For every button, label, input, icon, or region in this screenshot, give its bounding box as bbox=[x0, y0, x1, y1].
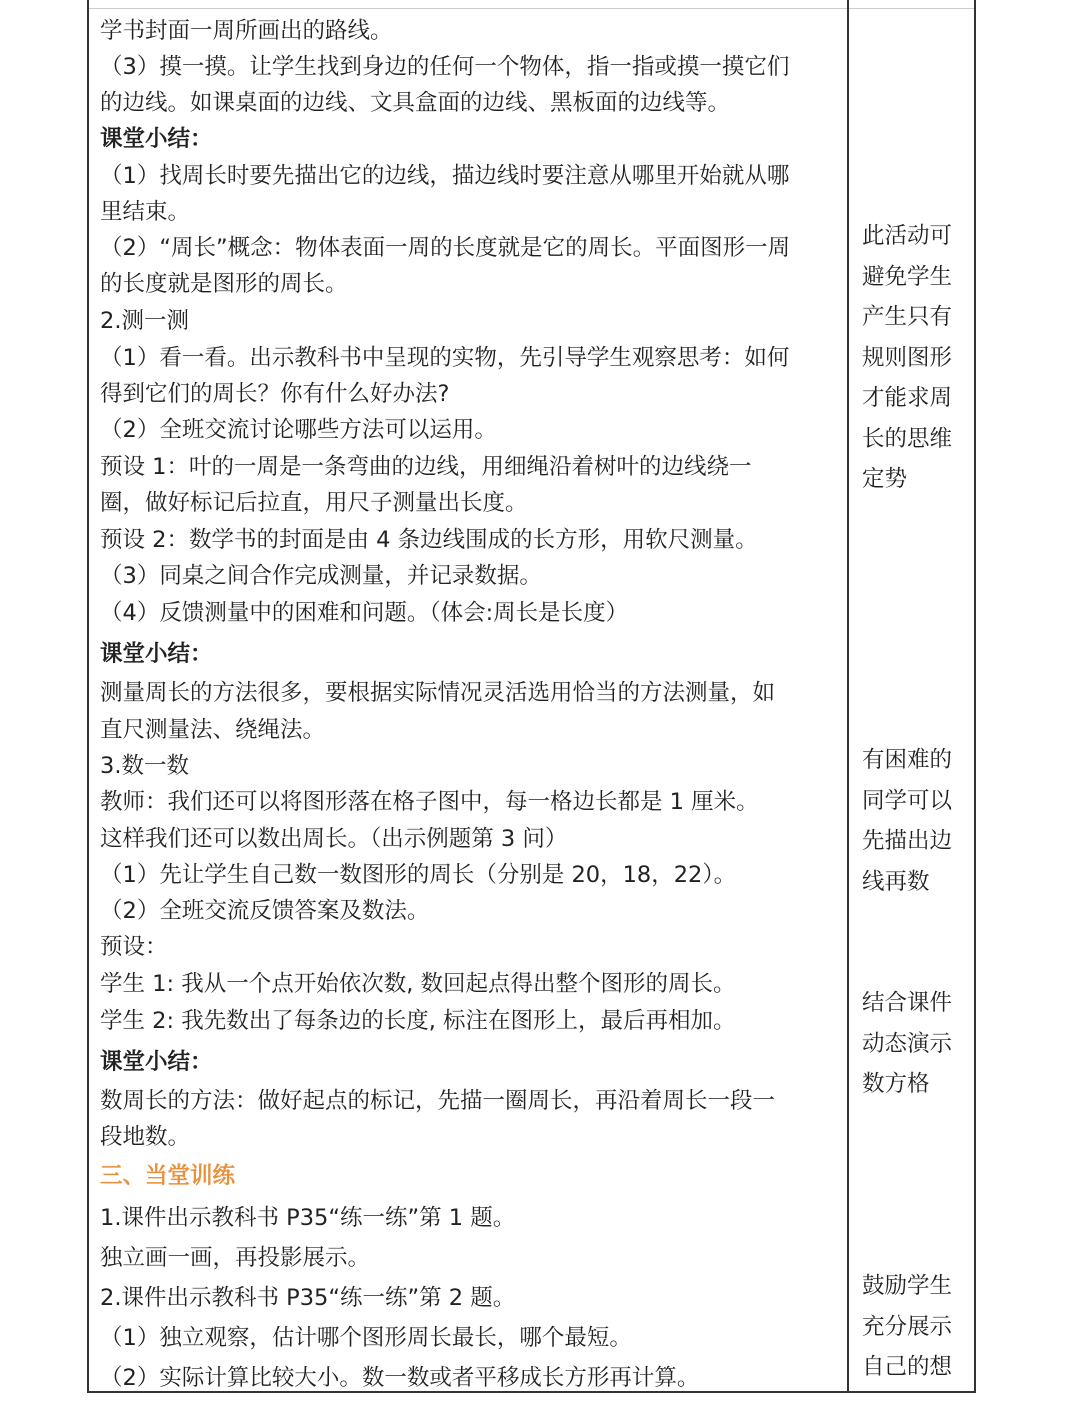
note-line: 自己的想 bbox=[862, 1354, 953, 1380]
text-line: （1）先让学生自己数一数图形的周长（分别是 20，18，22）。 bbox=[100, 862, 737, 888]
text-line: （4）反馈测量中的困难和问题。（体会:周长是长度） bbox=[100, 600, 629, 626]
text-line: 预设 2：数学书的封面是由 4 条边线围成的长方形，用软尺测量。 bbox=[100, 527, 758, 553]
text-line: （2）全班交流讨论哪些方法可以运用。 bbox=[100, 417, 497, 443]
text-line: 数周长的方法：做好起点的标记，先描一圈周长，再沿着周长一段一 bbox=[100, 1088, 776, 1114]
text-line: 的边线。如课桌面的边线、文具盒面的边线、黑板面的边线等。 bbox=[100, 90, 731, 116]
text-line: 预设： bbox=[100, 934, 168, 960]
text-line: 学生 1: 我从一个点开始依次数, 数回起点得出整个图形的周长。 bbox=[100, 971, 736, 997]
note-block-3 bbox=[862, 983, 952, 1105]
note-line: 定势 bbox=[862, 466, 908, 492]
text-line: 段地数。 bbox=[100, 1124, 191, 1150]
note-block-4 bbox=[862, 1266, 952, 1388]
note-block-2 bbox=[862, 740, 952, 902]
text-line: 直尺测量法、绕绳法。 bbox=[100, 717, 326, 743]
text-line: 预设 1：叶的一周是一条弯曲的边线，用细绳沿着树叶的边线绕一 bbox=[100, 454, 752, 480]
text-line: 2.课件出示教科书 P35“练一练”第 2 题。 bbox=[100, 1285, 516, 1311]
text-line: 测量周长的方法很多，要根据实际情况灵活选用恰当的方法测量，如 bbox=[100, 680, 776, 706]
note-line: 线再数 bbox=[862, 868, 930, 895]
note-line: 结合课件 bbox=[862, 990, 953, 1016]
section-summary-heading: 课堂小结： bbox=[100, 1049, 213, 1075]
text-line: 独立画一画，再投影展示。 bbox=[100, 1245, 371, 1271]
text-line: （2）全班交流反馈答案及数法。 bbox=[100, 898, 430, 924]
text-line: 圈，做好标记后拉直，用尺子测量出长度。 bbox=[100, 490, 528, 516]
text-line: （2）“周长”概念：物体表面一周的长度就是它的周长。平面图形一周 bbox=[100, 235, 791, 261]
text-line: （3）同桌之间合作完成测量，并记录数据。 bbox=[100, 563, 542, 589]
text-line: 得到它们的周长？你有什么好办法? bbox=[100, 381, 450, 407]
note-line: 此活动可 bbox=[862, 223, 953, 249]
text-line: （1）独立观察，估计哪个图形周长最长，哪个最短。 bbox=[100, 1325, 632, 1351]
note-line: 数方格 bbox=[862, 1071, 930, 1097]
note-line: 先描出边 bbox=[862, 828, 953, 854]
column-divider bbox=[847, 0, 849, 1393]
section-heading-practice: 三、当堂训练 bbox=[100, 1163, 236, 1189]
note-block-1 bbox=[862, 216, 952, 500]
text-line: 学生 2: 我先数出了每条边的长度, 标注在图形上，最后再相加。 bbox=[100, 1008, 736, 1034]
text-line: 这样我们还可以数出周长。（出示例题第 3 问） bbox=[100, 826, 568, 852]
text-line: 的长度就是图形的周长。 bbox=[100, 271, 348, 297]
note-line: 产生只有 bbox=[862, 304, 953, 330]
note-line: 规则图形 bbox=[862, 344, 953, 371]
subsection-title: 2.测一测 bbox=[100, 308, 189, 334]
note-line: 避免学生 bbox=[862, 263, 953, 290]
subsection-title: 3.数一数 bbox=[100, 753, 189, 779]
section-summary-heading: 课堂小结： bbox=[100, 641, 213, 667]
note-line: 才能求周 bbox=[862, 385, 953, 411]
note-line: 有困难的 bbox=[862, 747, 953, 773]
note-line: 动态演示 bbox=[862, 1030, 953, 1057]
text-line: 教师：我们还可以将图形落在格子图中，每一格边长都是 1 厘米。 bbox=[100, 789, 759, 815]
text-line: （3）摸一摸。让学生找到身边的任何一个物体，指一指或摸一摸它们 bbox=[100, 54, 790, 80]
text-line: （1）看一看。出示教科书中呈现的实物，先引导学生观察思考：如何 bbox=[100, 345, 790, 371]
note-line: 长的思维 bbox=[862, 425, 953, 452]
note-line: 充分展示 bbox=[862, 1313, 953, 1340]
text-line: 里结束。 bbox=[100, 199, 191, 225]
text-line: 学书封面一周所画出的路线。 bbox=[100, 18, 393, 44]
text-line: （2）实际计算比较大小。数一数或者平移成长方形再计算。 bbox=[100, 1365, 700, 1391]
note-line: 同学可以 bbox=[862, 787, 953, 814]
text-line: 1.课件出示教科书 P35“练一练”第 1 题。 bbox=[100, 1205, 516, 1231]
section-summary-heading: 课堂小结： bbox=[100, 126, 213, 152]
note-line: 鼓励学生 bbox=[862, 1273, 953, 1299]
text-line: （1）找周长时要先描出它的边线，描边线时要注意从哪里开始就从哪 bbox=[100, 163, 790, 189]
